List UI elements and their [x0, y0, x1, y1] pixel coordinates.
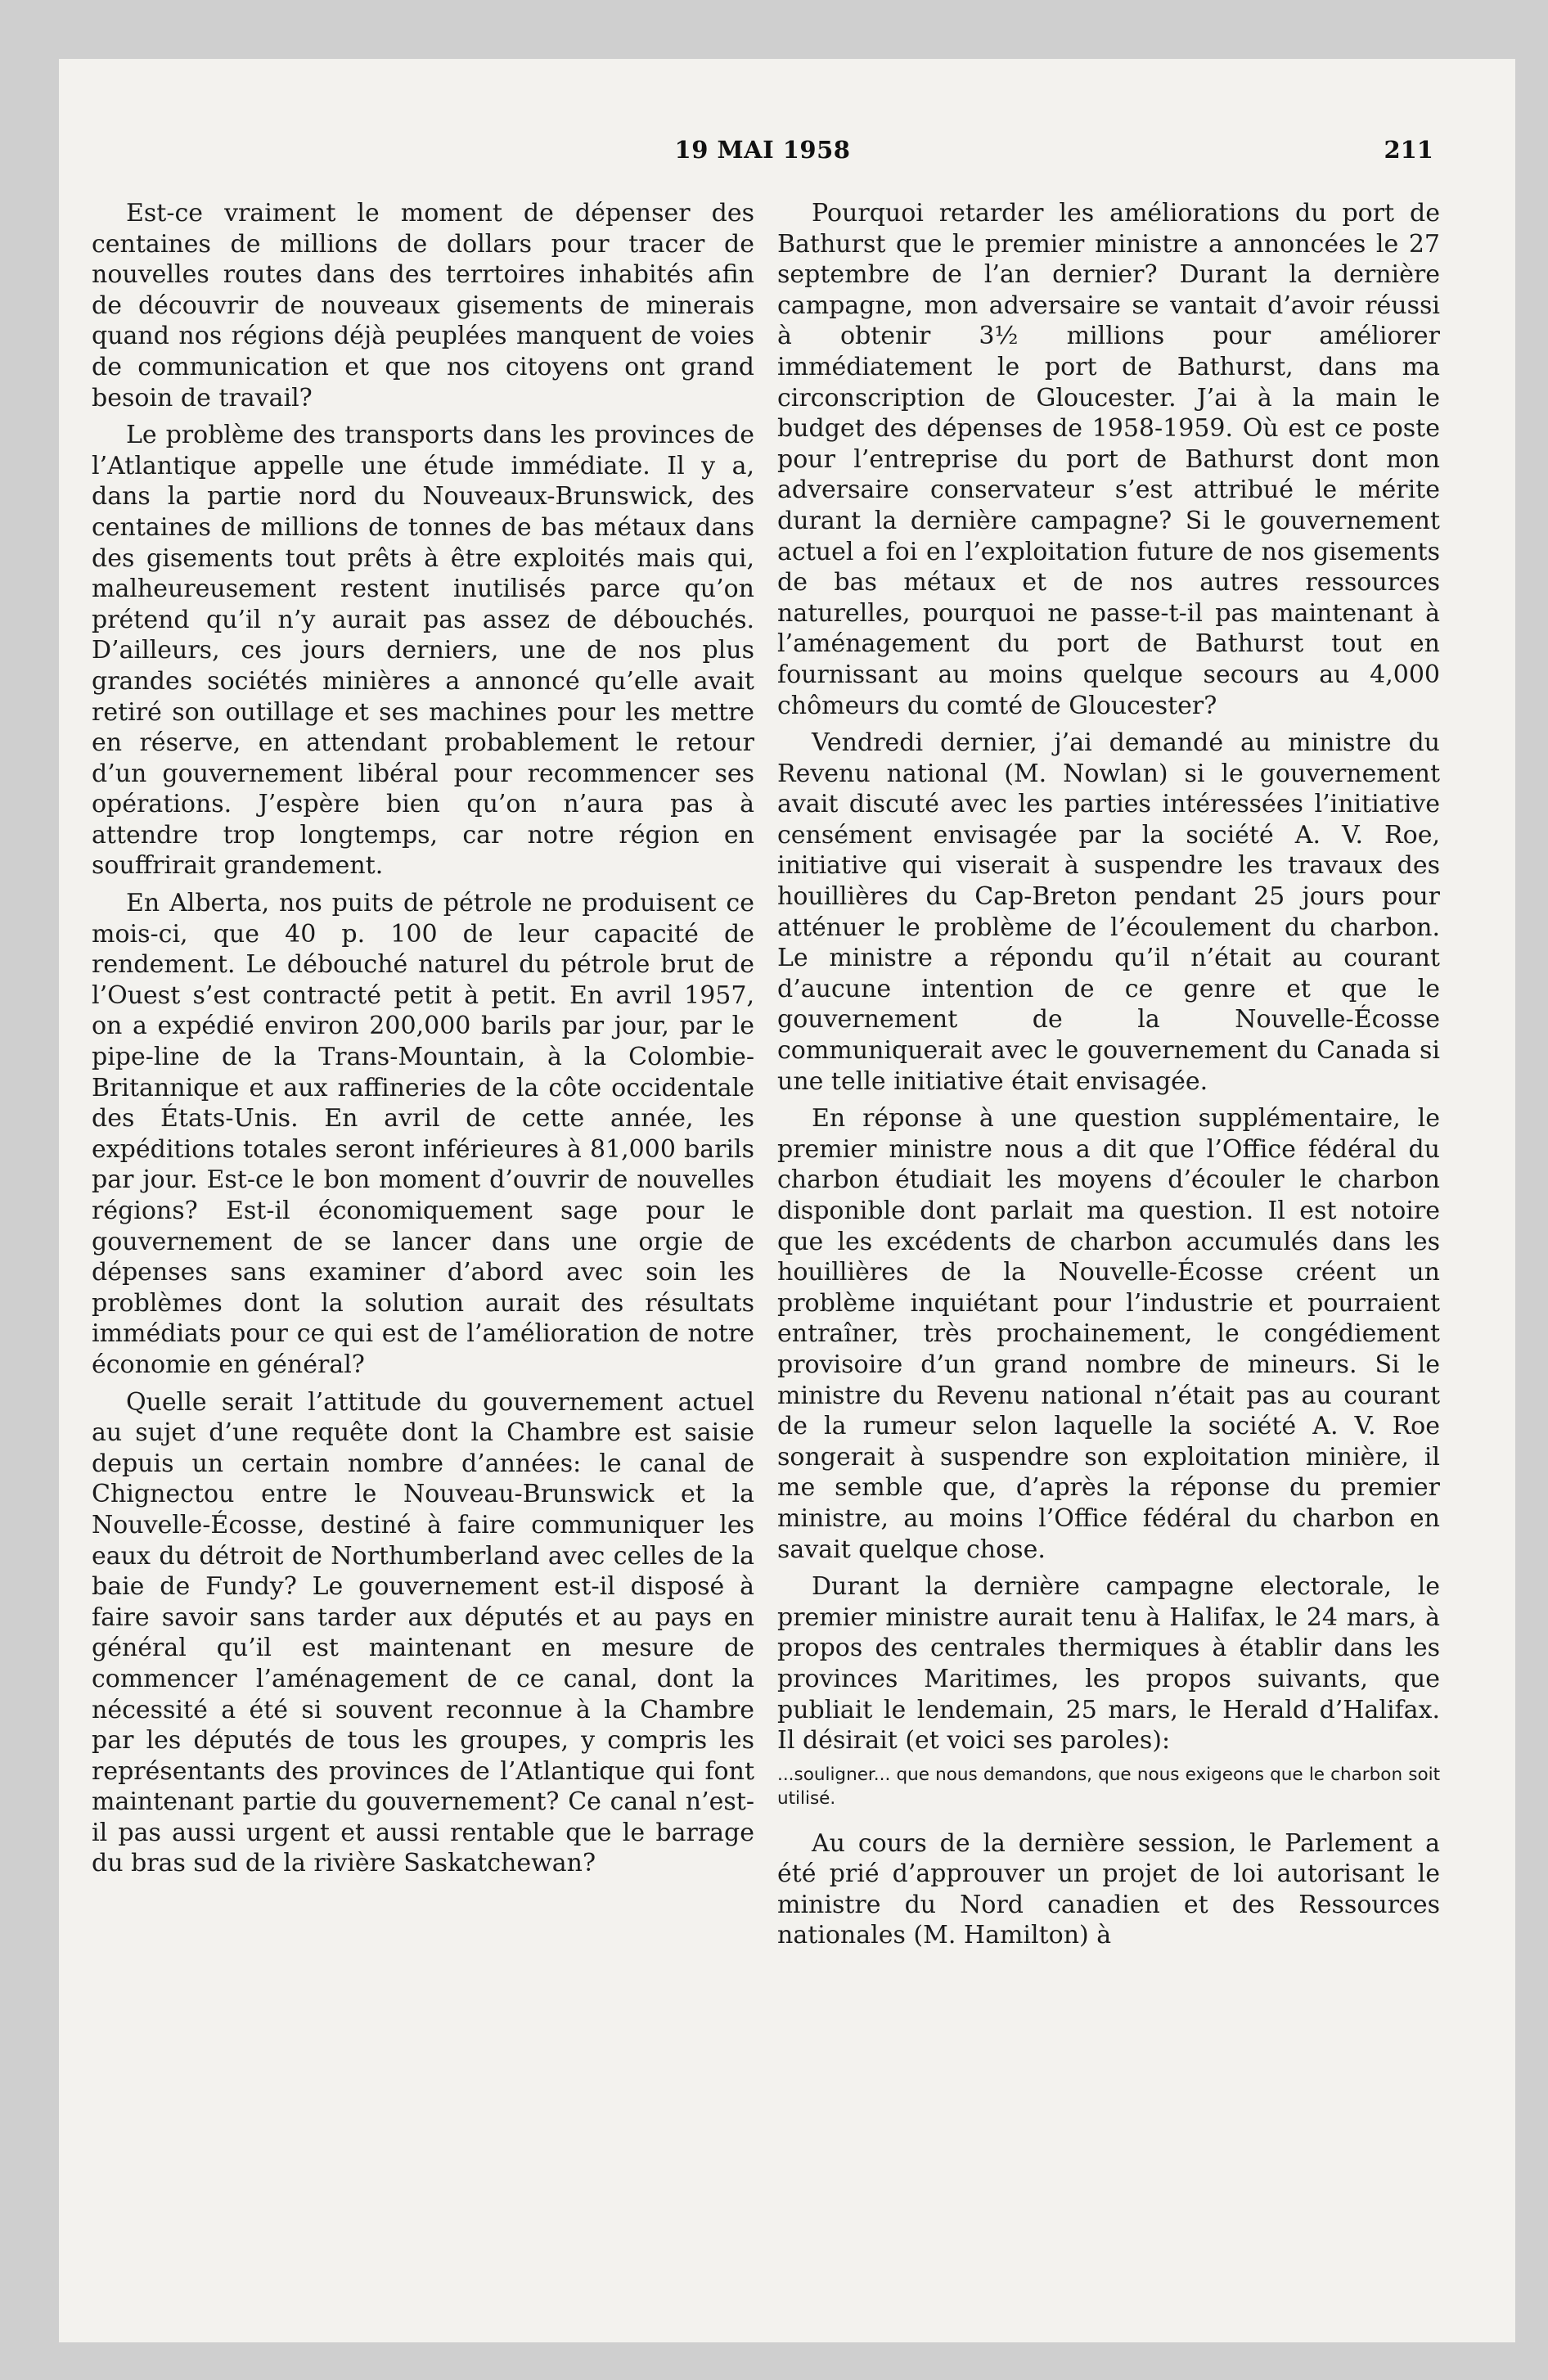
- paragraph: Quelle serait l’attitude du gouvernement actuel au sujet d’une requête dont la Chambre est saisie depuis un certain nombre d’années: le canal de Chignectou entre le Nouveau-Brunswick et la Nouvelle-Écosse, destiné à faire communiquer les eaux du détroit de Northumberland avec celles de la baie de Fundy? Le gouvernement est-il disposé à faire savoir sans tarder aux députés et au pays en général qu’il est maintenant en mesure de commencer l’aménagement de ce canal, dont la nécessité a été si souvent reconnue à la Chambre par les députés de tous les groupes, y compris les représentants des provinces de l’Atlantique qui font maintenant partie du gouvernement? Ce canal n’est-il pas aussi urgent et aussi rentable que le barrage du bras sud de la rivière Saskatchewan?: [92, 1387, 754, 1878]
- paragraph: Pourquoi retarder les améliorations du port de Bathurst que le premier ministre a annoncées le 27 septembre de l’an dernier? Durant la dernière campagne, mon adversaire se vantait d’avoir réussi à obtenir 3½ millions pour améliorer immédiatement le port de Bathurst, dans ma circonscription de Gloucester. J’ai à la main le budget des dépenses de 1958-1959. Où est ce poste pour l’entreprise du port de Bathurst dont mon adversaire conservateur s’est attribué le mérite durant la dernière campagne? Si le gouvernement actuel a foi en l’exploitation future de nos gisements de bas métaux et de nos autres ressources naturelles, pourquoi ne passe-t-il pas maintenant à l’aménagement du port de Bathurst tout en fournissant au moins quelque secours au 4,000 chômeurs du comté de Gloucester?: [777, 199, 1440, 720]
- page-header: [92, 136, 1433, 169]
- paragraph: Le problème des transports dans les provinces de l’Atlantique appelle une étude immédiate. Il y a, dans la partie nord du Nouveaux-Brunswick, des centaines de millions de tonnes de bas métaux dans des gisements tout prêts à être exploités mais qui, malheureusement restent inutilisés parce qu’on prétend qu’il n’y aurait pas assez de débouchés. D’ailleurs, ces jours derniers, une de nos plus grandes sociétés minières a annoncé qu’elle avait retiré son outillage et ses machines pour les mettre en réserve, en attendant probablement le retour d’un gouvernement libéral pour recommencer ses opérations. J’espère bien qu’on n’aura pas à attendre trop longtemps, car notre région en souffrirait grandement.: [92, 421, 754, 881]
- page-number: 211: [1384, 136, 1433, 164]
- paragraph: Vendredi dernier, j’ai demandé au ministre du Revenu national (M. Nowlan) si le gouvernement avait discuté avec les parties intéressées l’initiative censément envisagée par la société A. V. Roe, initiative qui viserait à suspendre les travaux des houillières du Cap-Breton pendant 25 jours pour atténuer le problème de l’écoulement du charbon. Le ministre a répondu qu’il n’était au courant d’aucune intention de ce genre et que le gouvernement de la Nouvelle-Écosse communiquerait avec le gouvernement du Canada si une telle initiative était envisagée.: [777, 728, 1440, 1096]
- left-column: [92, 198, 754, 1886]
- paragraph: Au cours de la dernière session, le Parlement a été prié d’approuver un projet de loi autorisant le ministre du Nord canadien et des Ressources nationales (M. Hamilton) à: [777, 1828, 1440, 1950]
- paragraph: En réponse à une question supplémentaire, le premier ministre nous a dit que l’Office fédéral du charbon étudiait les moyens d’écouler le charbon disponible dont parlait ma question. Il est notoire que les excédents de charbon accumulés dans les houillières de la Nouvelle-Écosse créent un problème inquiétant pour l’industrie et pourraient entraîner, très prochainement, le congédiement provisoire d’un grand nombre de mineurs. Si le ministre du Revenu national n’était pas au courant de la rumeur selon laquelle la société A. V. Roe songerait à suspendre son exploitation minière, il me semble que, d’après la réponse du premier ministre, au moins l’Office fédéral du charbon en savait quelque chose.: [777, 1104, 1440, 1564]
- right-column: [777, 198, 1440, 1958]
- page-date: 19 MAI 1958: [674, 136, 851, 164]
- paragraph: Est-ce vraiment le moment de dépenser des centaines de millions de dollars pour tracer de nouvelles routes dans des terrtoires inhabités afin de découvrir de nouveaux gisements de minerais quand nos régions déjà peuplées manquent de voies de communication et que nos citoyens ont grand besoin de travail?: [92, 199, 754, 412]
- paragraph: Durant la dernière campagne electorale, le premier ministre aurait tenu à Halifax, le 24 mars, à propos des centrales thermiques à établir dans les provinces Maritimes, les propos suivants, que publiait le lendemain, 25 mars, le Herald d’Halifax. Il désirait (et voici ses paroles):: [777, 1572, 1440, 1756]
- paragraph: En Alberta, nos puits de pétrole ne produisent ce mois-ci, que 40 p. 100 de leur capacité de rendement. Le débouché naturel du pétrole brut de l’Ouest s’est contracté petit à petit. En avril 1957, on a expédié environ 200,000 barils par jour, par le pipe-line de la Trans-Mountain, à la Colombie-Britannique et aux raffineries de la côte occidentale des États-Unis. En avril de cette année, les expéditions totales seront inférieures à 81,000 barils par jour. Est-ce le bon moment d’ouvrir de nouvelles régions? Est-il économiquement sage pour le gouvernement de se lancer dans une orgie de dépenses sans examiner d’abord avec soin les problèmes dont la solution aurait des résultats immédiats pour ce qui est de l’amélioration de notre économie en général?: [92, 889, 754, 1379]
- block-quote: ...souligner... que nous demandons, que nous exigeons que le charbon soit utilisé.: [777, 1764, 1440, 1809]
